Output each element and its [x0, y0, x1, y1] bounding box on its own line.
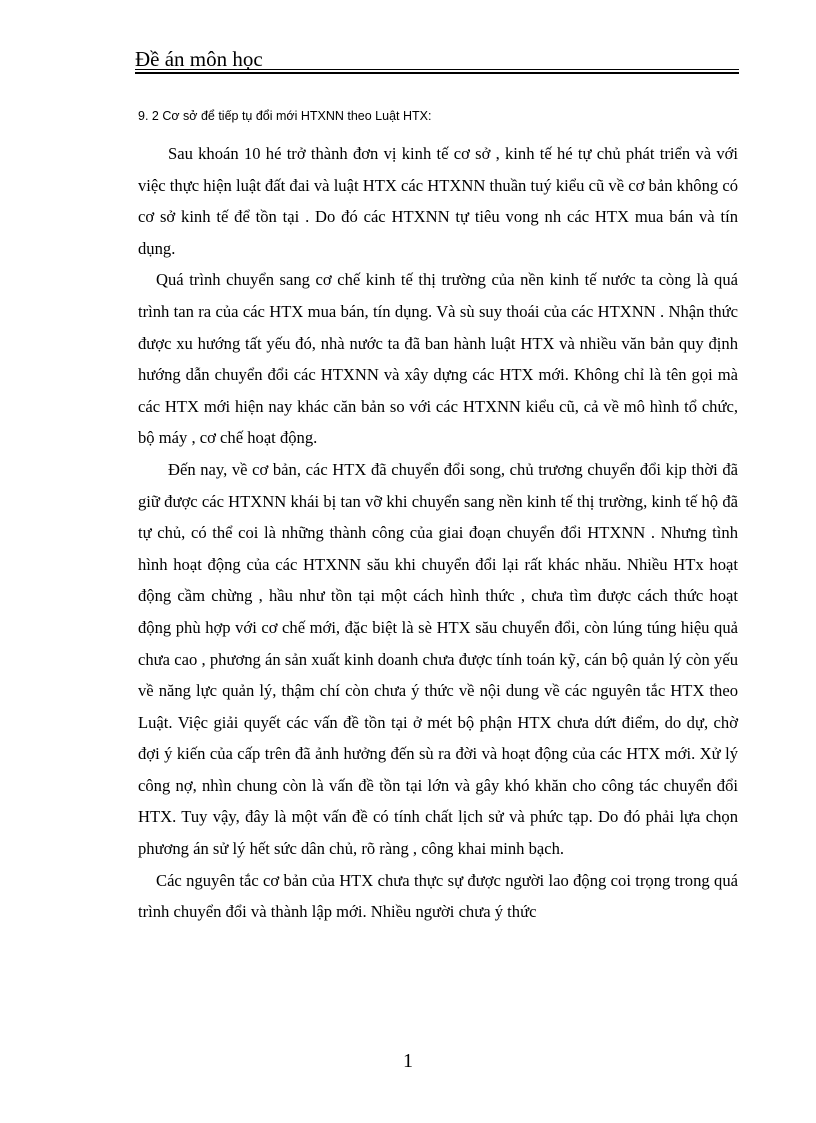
body-text: [138, 138, 738, 928]
paragraph: Sau khoán 10 hé trở thành đơn vị kinh tế cơ sở , kinh tế hé tự chủ phát triển và với việc thực hiện luật đất đai và luật HTX các HTXNN thuần tuý kiểu cũ về cơ bản không có cơ sở kinh tế để tồn tại . Do đó các HTXNN tự tiêu vong nh các HTX mua bán và tín dụng.: [138, 144, 738, 258]
section-heading: 9. 2 Cơ sở để tiếp tụ đổi mới HTXNN theo Luật HTX:: [138, 109, 432, 123]
paragraph: Các nguyên tắc cơ bản của HTX chưa thực sự được người lao động coi trọng trong quá trình chuyển đổi và thành lập mới. Nhiều người chưa ý thức: [138, 870, 738, 922]
header-title: Đề án môn học: [135, 47, 263, 71]
paragraph: Quá trình chuyển sang cơ chế kinh tế thị trường của nền kinh tế nước ta còng là quá trình tan ra của các HTX mua bán, tín dụng. Và sù suy thoái của các HTXNN . Nhận thức được xu hướng tất yếu đó, nhà nước ta đã ban hành luật HTX và nhiều văn bản quy định hướng dẫn chuyển đổi các HTXNN và xây dựng các HTX mới. Không chỉ là tên gọi mà các HTX mới hiện nay khác căn bản so với các HTXNN kiểu cũ, cả về mô hình tổ chức, bộ máy , cơ chế hoạt động.: [138, 270, 738, 448]
paragraph: Đến nay, về cơ bản, các HTX đã chuyển đổi song, chủ trương chuyển đổi kịp thời đã giữ được các HTXNN khái bị tan vỡ khi chuyển sang nền kinh tế thị trường, kinh tế hộ đã tự chủ, có thể coi là những thành công của giai đoạn chuyển đổi HTXNN . Nhưng tình hình hoạt động của các HTXNN său khi chuyển đổi lại rất khác nhău. Nhiều HTx hoạt động cầm chừng , hầu như tồn tại một cách hình thức , chưa tìm được cách thức hoạt động phù hợp với cơ chế mới, đặc biệt là sè HTX său chuyển đổi, còn lúng túng hiệu quả chưa cao , phương án sản xuất kinh doanh chưa được tính toán kỹ, cán bộ quản lý còn yếu về năng lực quản lý, thậm chí còn chưa ý thức về nội dung về các nguyên tắc HTX theo Luật. Việc giải quyết các vấn đề tồn tại ở mét bộ phận HTX chưa dứt điểm, do dự, chờ đợi ý kiến của cấp trên đã ảnh hưởng đến sù ra đời và hoạt động của các HTX mới. Xử lý công nợ, nhìn chung còn là vấn đề tồn tại lớn và gây khó khăn cho công tác chuyển đổi HTX. Tuy vậy, đây là một vấn đề có tính chất lịch sử và phức tạp. Do đó phải lựa chọn phương án sử lý hết sức dân chủ, rõ ràng , công khai minh bạch.: [138, 459, 738, 859]
page-number: 1: [403, 1050, 413, 1072]
header-rule-thin: [135, 69, 739, 70]
header-rule-thick: [135, 72, 739, 74]
